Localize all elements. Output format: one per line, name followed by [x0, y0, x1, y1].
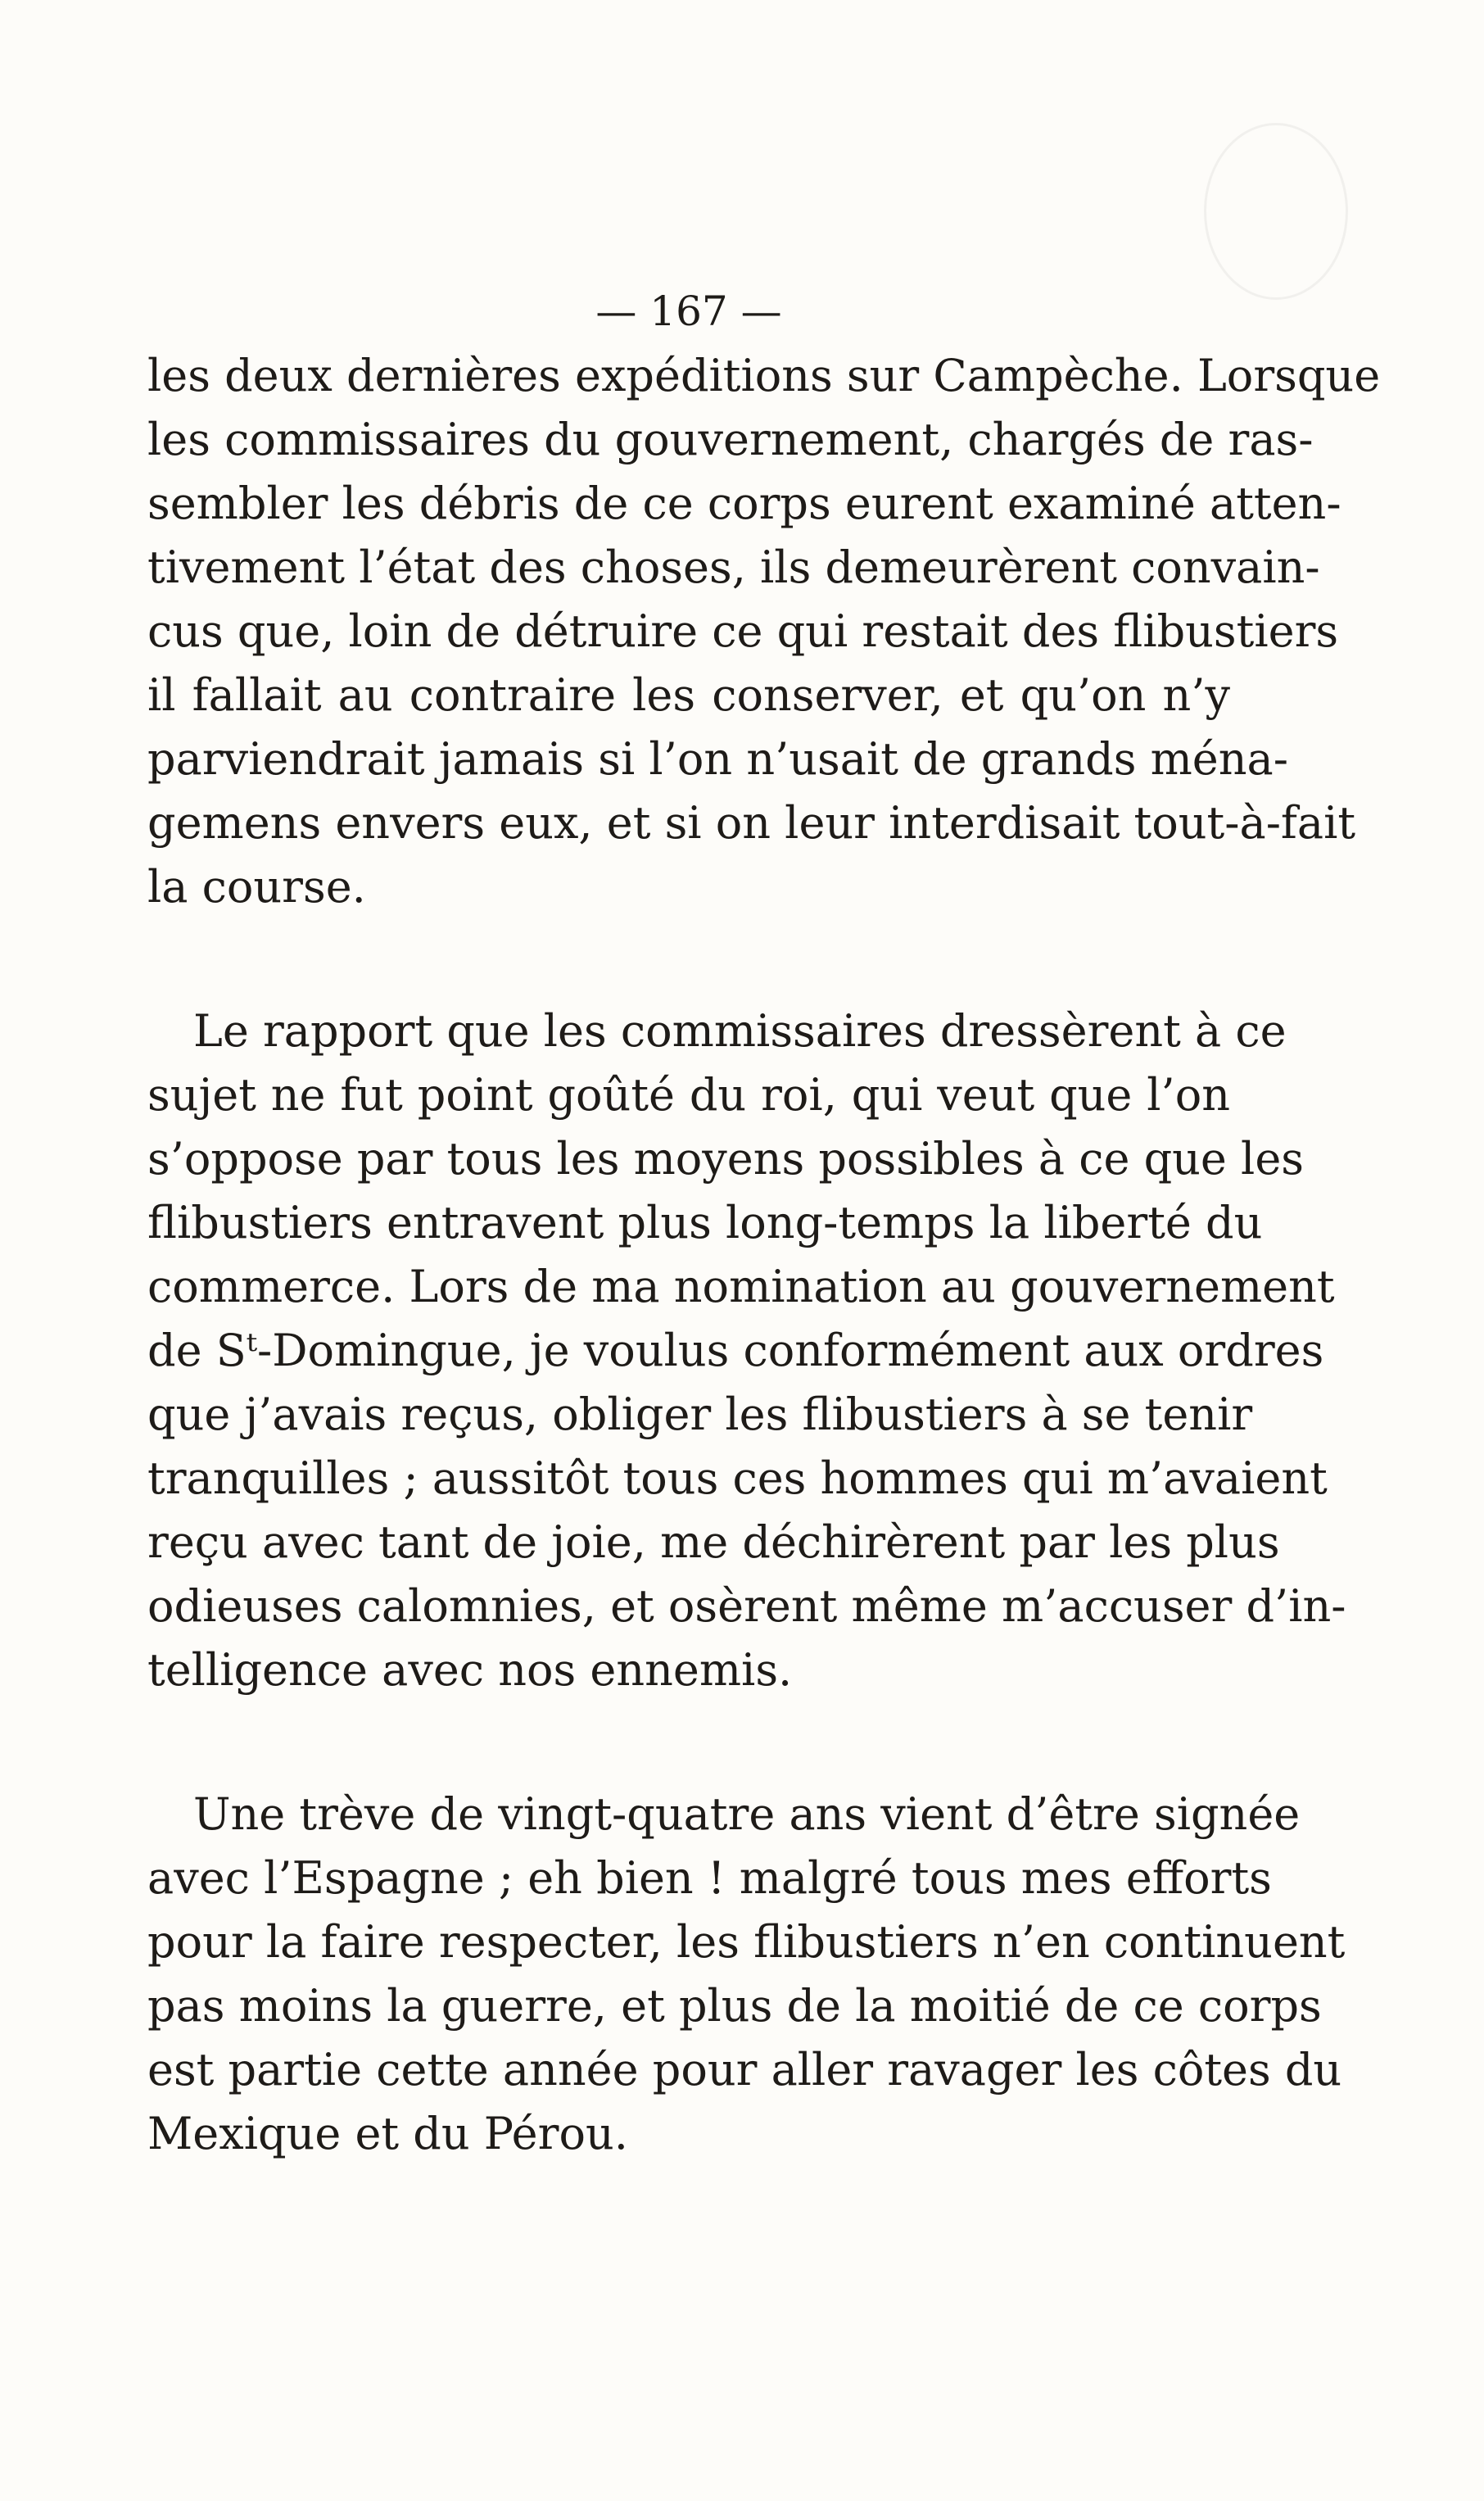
- paragraph-1: [147, 344, 1381, 919]
- text-line: tivement l’état des choses, ils demeurèrent convain-: [147, 541, 1320, 593]
- page-text: [147, 279, 1381, 2166]
- paragraph-gap: [147, 919, 1230, 999]
- text-line: sujet ne fut point goûté du roi, qui veut que l’on: [147, 1069, 1230, 1121]
- text-line: Le rapport que les commissaires dressèrent à ce: [193, 1005, 1287, 1057]
- text-line: sembler les débris de ce corps eurent examiné atten-: [147, 478, 1341, 529]
- page-number: — 167 —: [595, 288, 782, 335]
- text-line: Mexique et du Pérou.: [147, 2108, 628, 2159]
- text-line: pas moins la guerre, et plus de la moitié de ce corps: [147, 1980, 1322, 2032]
- text-line: les commissaires du gouvernement, chargés de ras-: [147, 414, 1314, 465]
- text-line: commerce. Lors de ma nomination au gouvernement: [147, 1261, 1335, 1312]
- text-line: la course.: [147, 861, 366, 913]
- text-line: telligence avec nos ennemis.: [147, 1644, 793, 1696]
- text-line: que j’avais reçus, obliger les flibustiers à se tenir: [147, 1389, 1253, 1440]
- text-line: Une trève de vingt-quatre ans vient d’être signée: [193, 1788, 1301, 1840]
- library-stamp-ghost: [1204, 123, 1348, 300]
- text-line: cus que, loin de détruire ce qui restait des flibustiers: [147, 605, 1339, 657]
- paragraph-2: [147, 999, 1346, 1702]
- text-line: gemens envers eux, et si on leur interdisait tout-à-fait: [147, 797, 1356, 849]
- text-line: pour la faire respecter, les flibustiers n’en continuent: [147, 1916, 1346, 1968]
- text-line: parviendrait jamais si l’on n’usait de grands ména-: [147, 733, 1288, 785]
- text-line: avec l’Espagne ; eh bien ! malgré tous mes efforts: [147, 1852, 1272, 1904]
- text-line: il fallait au contraire les conserver, et qu’on n’y: [147, 669, 1230, 721]
- text-line: reçu avec tant de joie, me déchirèrent par les plus: [147, 1516, 1280, 1568]
- text-line: odieuses calomnies, et osèrent même m’accuser d’in-: [147, 1580, 1346, 1632]
- text-line: tranquilles ; aussitôt tous ces hommes qui m’avaient: [147, 1452, 1328, 1504]
- text-line: est partie cette année pour aller ravager les côtes du: [147, 2044, 1342, 2095]
- text-line: les deux dernières expéditions sur Campèche. Lorsque: [147, 350, 1381, 401]
- text-line: s’oppose par tous les moyens possibles à ce que les: [147, 1133, 1304, 1185]
- paragraph-3: [147, 1783, 1346, 2166]
- text-line: de Sᵗ-Domingue, je voulus conformément aux ordres: [147, 1325, 1324, 1376]
- text-line: flibustiers entravent plus long-temps la liberté du: [147, 1197, 1263, 1248]
- paragraph-gap: [147, 1702, 1230, 1783]
